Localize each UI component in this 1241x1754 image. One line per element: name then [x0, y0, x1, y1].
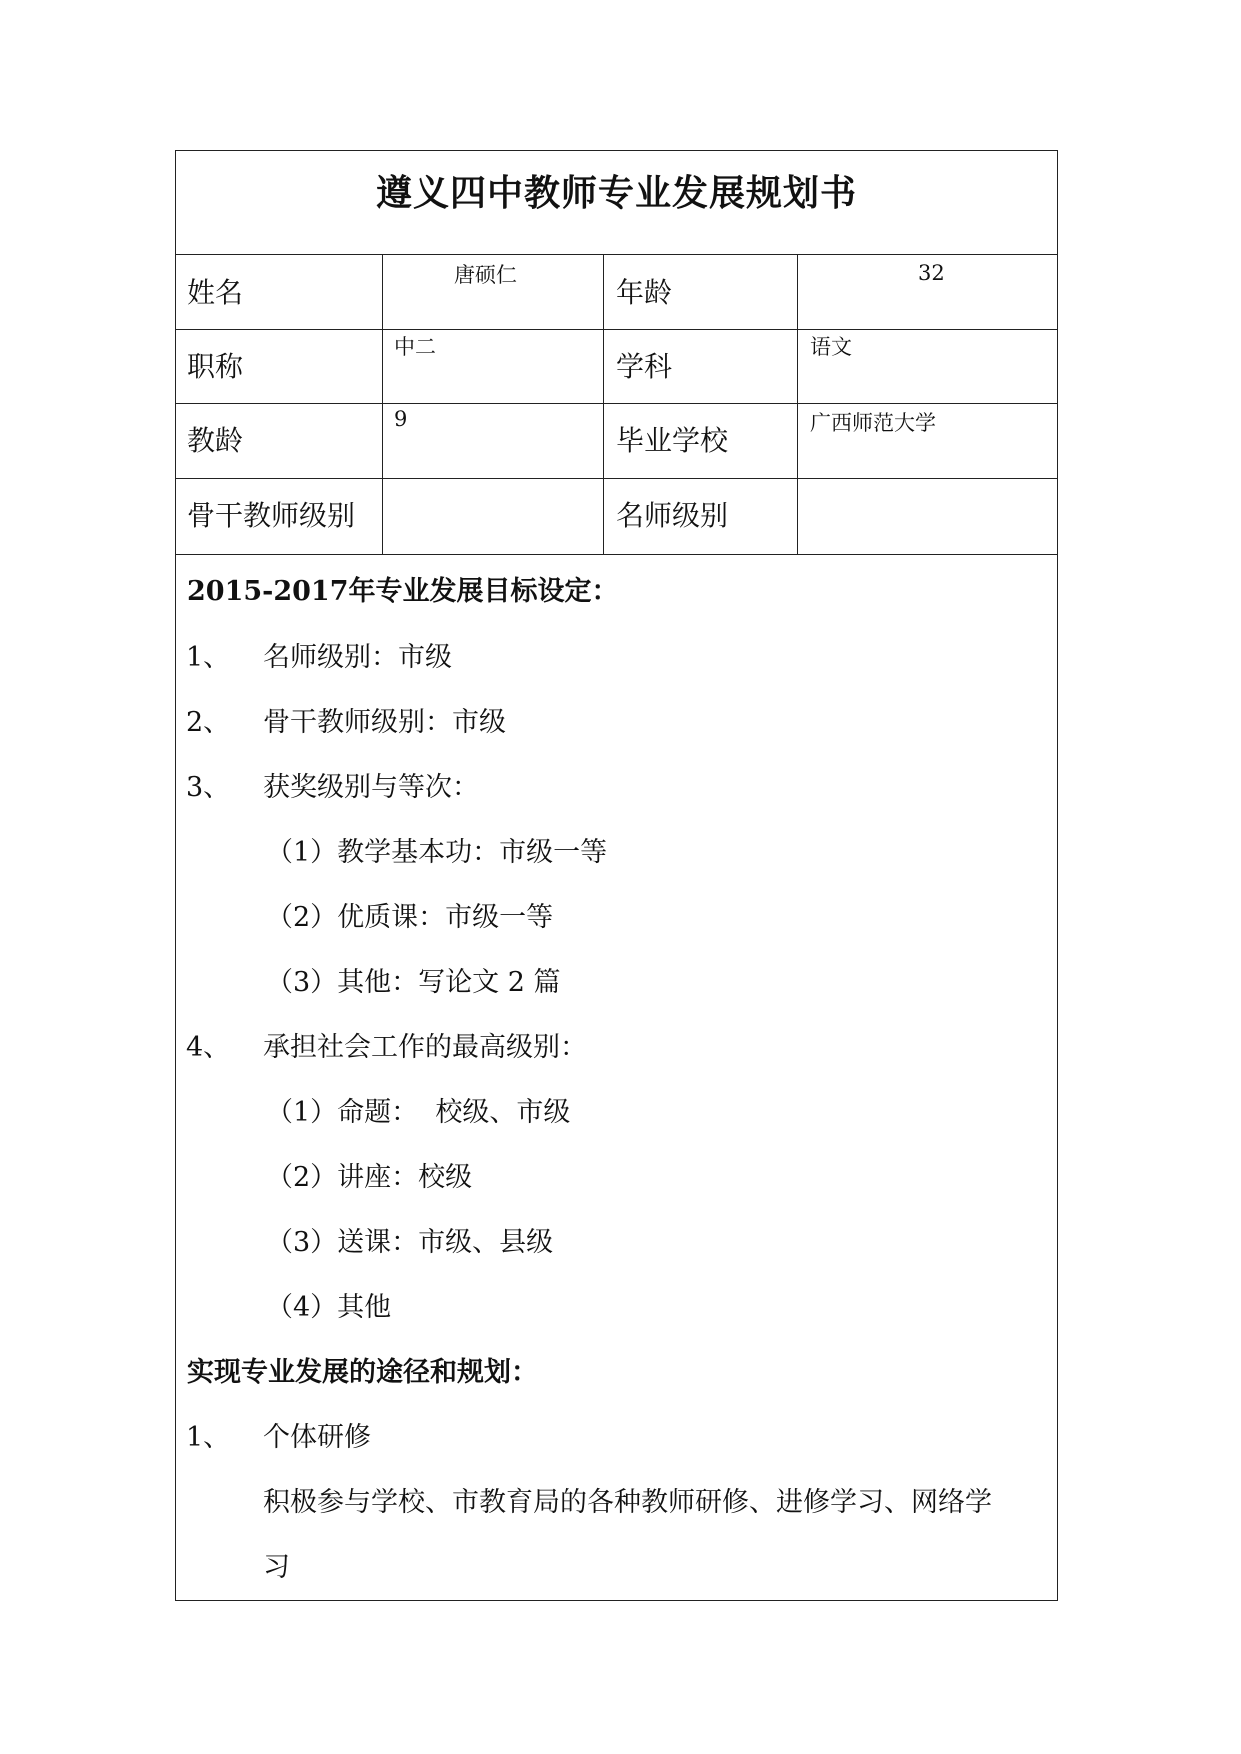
path-paragraph-line: 习: [263, 1552, 290, 1583]
goal-text: 骨干教师级别：市级: [263, 707, 506, 738]
row-divider: [176, 403, 1057, 404]
name-value: 唐硕仁: [454, 263, 517, 287]
rank-label: 职称: [187, 350, 244, 383]
name-label: 姓名: [187, 276, 244, 309]
path-number: 1、: [186, 1422, 231, 1453]
subject-label: 学科: [616, 350, 673, 383]
backbone-label: 骨干教师级别: [187, 499, 356, 532]
school-value: 广西师范大学: [810, 411, 936, 435]
col-divider: [603, 255, 604, 554]
goals-heading: 2015-2017年专业发展目标设定：: [187, 576, 619, 607]
path-paragraph-line: 积极参与学校、市教育局的各种教师研修、进修学习、网络学: [263, 1487, 992, 1518]
row-divider: [176, 329, 1057, 330]
path-text: 个体研修: [263, 1422, 371, 1453]
goal-number: 3、: [186, 772, 231, 803]
goal-text: 获奖级别与等次：: [263, 772, 479, 803]
goal-number: 4、: [186, 1032, 231, 1063]
info-table: [176, 255, 1057, 555]
row-divider: [176, 478, 1057, 479]
award-item: （3）其他：写论文 2 篇: [266, 967, 561, 998]
award-item: （2）优质课：市级一等: [266, 902, 554, 933]
goal-number: 2、: [186, 707, 231, 738]
title-row: [176, 151, 1057, 255]
school-label: 毕业学校: [616, 424, 729, 457]
plan-form: [175, 150, 1058, 1601]
rank-value: 中二: [394, 335, 436, 359]
social-item: （1）命题： 校级、市级: [266, 1097, 571, 1128]
award-item: （1）教学基本功：市级一等: [266, 837, 608, 868]
subject-value: 语文: [810, 335, 852, 359]
col-divider: [382, 255, 383, 554]
social-item: （3）送课：市级、县级: [266, 1227, 554, 1258]
page-title: 遵义四中教师专业发展规划书: [375, 172, 857, 214]
famous-label: 名师级别: [616, 499, 729, 532]
col-divider: [797, 255, 798, 554]
years-value: 9: [394, 407, 408, 431]
social-item: （4）其他: [266, 1292, 392, 1323]
age-label: 年龄: [616, 276, 673, 309]
years-label: 教龄: [187, 424, 244, 457]
social-item: （2）讲座：校级: [266, 1162, 473, 1193]
goal-number: 1、: [186, 642, 231, 673]
age-value: 32: [918, 261, 945, 285]
goal-text: 名师级别：市级: [263, 642, 452, 673]
paths-heading: 实现专业发展的途径和规划：: [187, 1357, 538, 1388]
goal-text: 承担社会工作的最高级别：: [263, 1032, 587, 1063]
